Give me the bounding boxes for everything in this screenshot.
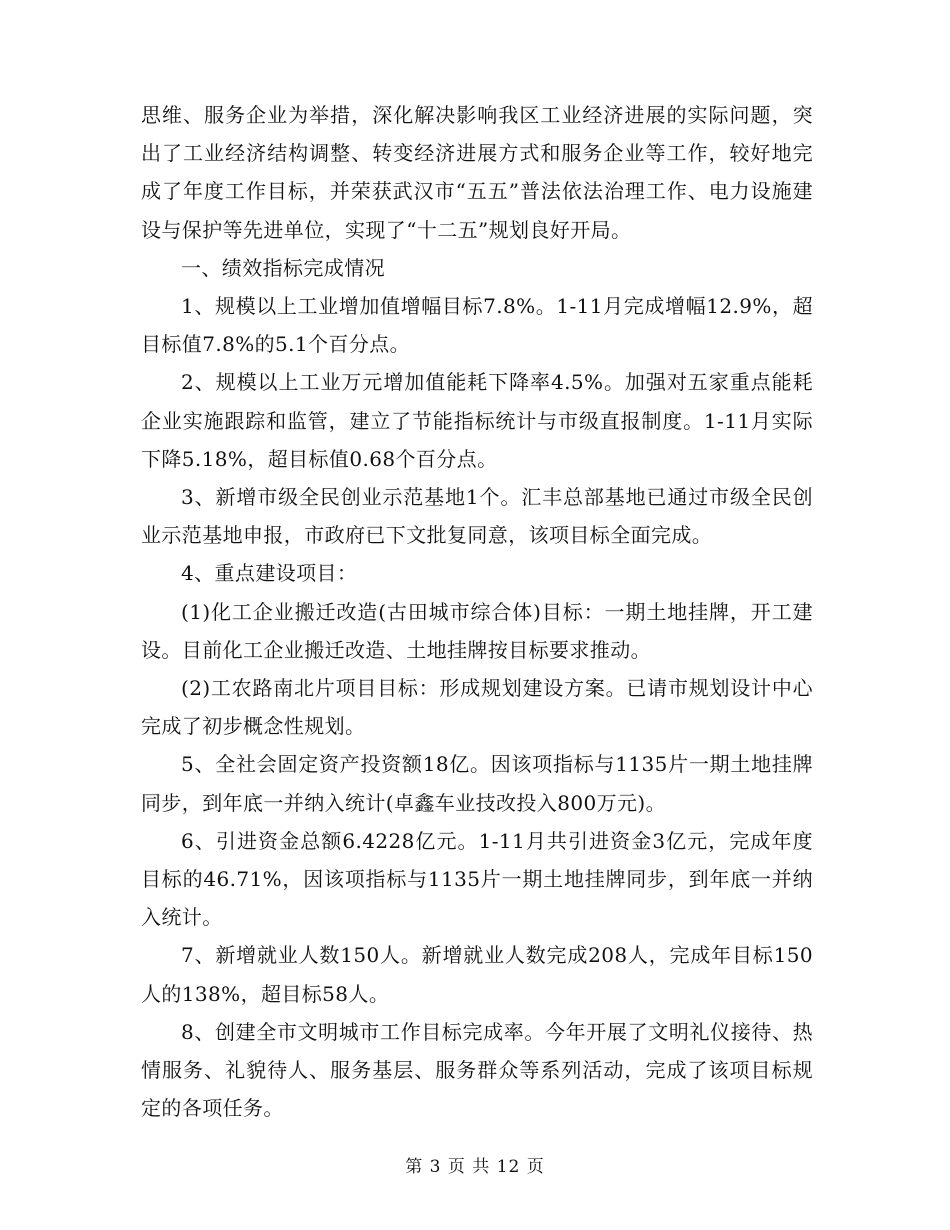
paragraph: (1)化工企业搬迁改造(古田城市综合体)目标：一期土地挂牌，开工建设。目前化工企业搬迁改造、土地挂牌按目标要求推动。 bbox=[141, 599, 813, 662]
paragraph: 6、引进资金总额6.4228亿元。1-11月共引进资金3亿元，完成年度目标的46.71%，因该项指标与1135片一期土地挂牌同步，到年底一并纳入统计。 bbox=[141, 828, 813, 930]
paragraph: 3、新增市级全民创业示范基地1个。汇丰总部基地已通过市级全民创业示范基地申报，市政府已下文批复同意，该项目标全面完成。 bbox=[141, 485, 813, 548]
paragraph: 2、规模以上工业万元增加值能耗下降率4.5%。加强对五家重点能耗企业实施跟踪和监管，建立了节能指标统计与市级直报制度。1-11月实际下降5.18%，超目标值0.68个百分点。 bbox=[141, 370, 813, 471]
paragraph: 7、新增就业人数150人。新增就业人数完成208人，完成年目标150人的138%，超目标58人。 bbox=[141, 943, 813, 1006]
paragraph: 5、全社会固定资产投资额18亿。因该项指标与1135片一期土地挂牌同步，到年底一并纳入统计(卓鑫车业技改投入800万元)。 bbox=[141, 752, 813, 815]
section-heading: 一、绩效指标完成情况 bbox=[181, 255, 385, 280]
paragraph: 1、规模以上工业增加值增幅目标7.8%。1-11月完成增幅12.9%，超目标值7.8%的5.1个百分点。 bbox=[141, 294, 813, 357]
paragraph: 4、重点建设项目： bbox=[181, 561, 358, 586]
paragraph: (2)工农路南北片项目目标：形成规划建设方案。已请市规划设计中心完成了初步概念性规划。 bbox=[141, 676, 813, 739]
paragraph: 8、创建全市文明城市工作目标完成率。今年开展了文明礼仪接待、热情服务、礼貌待人、服务基层、服务群众等系列活动，完成了该项目标规定的各项任务。 bbox=[141, 1019, 813, 1121]
page-footer: 第 3 页 共 12 页 bbox=[405, 1157, 545, 1177]
document-body bbox=[141, 96, 813, 1127]
paragraph: 思维、服务企业为举措，深化解决影响我区工业经济进展的实际问题，突出了工业经济结构调整、转变经济进展方式和服务企业等工作，较好地完成了年度工作目标，并荣获武汉市“五五”普法依法治理工作、电力设施建设与保护等先进单位，实现了“十二五”规划良好开局。 bbox=[141, 103, 813, 242]
